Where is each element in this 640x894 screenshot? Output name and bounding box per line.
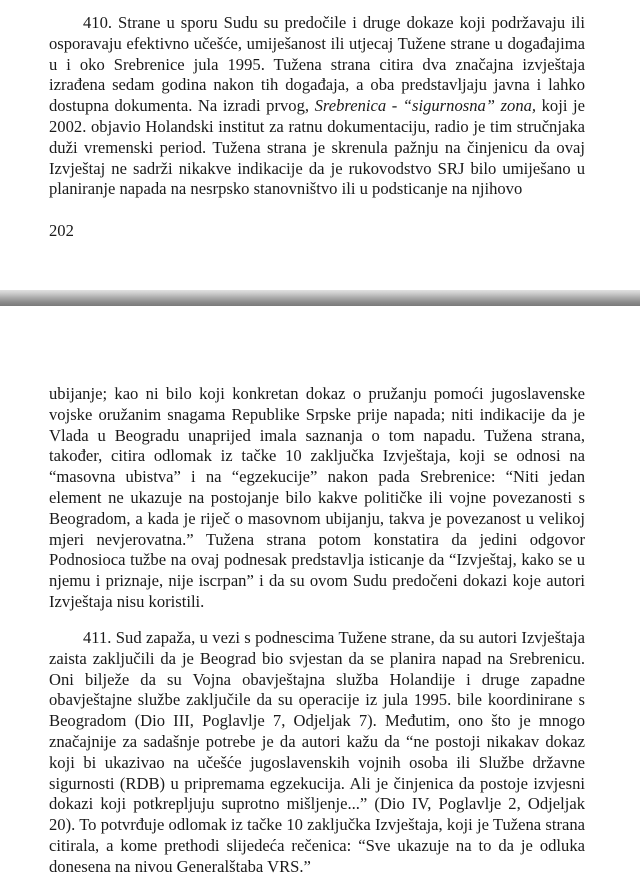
page-separator [0, 290, 640, 306]
paragraph-411: 411. Sud zapaža, u vezi s podnescima Tužene strane, da su autori Izvještaja zaista zaključili da je Beograd bio svjestan da se planira napad na Srebrenicu. Oni bilježe da su Vojna obavještajna služba Holandije i druge zapadne obavještajne službe zaključile da su operacije iz jula 1995. bile koordinirane s Beogradom (Dio III, Poglavlje 7, Odjeljak 7). Međutim, ono što je mnogo značajnije za sadašnje potrebe je da autori kažu da “ne postoji nikakav dokaz koji bi ukazivao na učešće jugoslavenskih vojnih osoba ili Službe državne sigurnosti (RDB) u pripremama egzekucija. Ali je činjenica da postoje izvjesni dokazi koji potkrepljuju suprotno mišljenje...” (Dio IV, Poglavlje 2, Odjeljak 20). To potvrđuje odlomak iz tačke 10 zaključka Izvještaja, koji je Tužena strana citirala, a kome prethodi slijedeća rečenica: “Sve ukazuje na to da je odluka donesena na nivou Generalštaba VRS.” [49, 628, 585, 876]
paragraph-410-text-a: 410. Strane u sporu Sudu su predočile i druge dokaze koji podržavaju ili osporavaju efektivno učešće, umiješanost ili utjecaj Tužene strane u događajima u i oko Srebrenice jula 1995. Tužena strana citira dva značajna izvještaja izrađena sedam godina nakon tih događaja, a oba predstavljaju javna i lahko dostupna dokumenta. Na izradi prvog, [49, 13, 585, 116]
report-title-italic: Srebrenica - “sigurnosna” zona, [314, 96, 537, 116]
paragraph-410-continuation: ubijanje; kao ni bilo koji konkretan dokaz o pružanju pomoći jugoslavenske vojske oružanim snagama Republike Srpske prije napada; niti indikacije da je Vlada u Beogradu unaprijed imala saznanja o tom napadu. Tužena strana, također, citira odlomak iz tačke 10 zaključka Izvještaja, koji se odnosi na “masovna ubistva” i na “egzekucije” nakon pada Srebrenice: “Niti jedan element ne ukazuje na postojanje bilo kakve političke ili vojne povezanosti s Beogradom, a kada je riječ o masovnom ubijanju, takva je povezanost u velikoj mjeri nevjerovatna.” Tužena strana potom konstatira da jedini odgovor Podnosioca tužbe na ovaj podnesak predstavlja isticanje da “Izvještaj, kako se u njemu i priznaje, nije iscrpan” i da su ovom Sudu predočeni dokazi koje autori Izvještaja nisu koristili. [49, 384, 585, 611]
paragraph-410-text-b: koji je 2002. objavio Holandski institut za ratnu dokumentaciju, radio je tim stručnjaka duži vremenski period. Tužena strana je skrenula pažnju na činjenicu da ovaj Izvještaj ne sadrži nikakve indikacije da je rukovodstvo SRJ bilo umiješano u planiranje napada na nesrpsko stanovništvo ili u podsticanje na njihovo [49, 96, 585, 199]
paragraph-410 [49, 13, 585, 200]
page-top [0, 0, 640, 290]
page-number: 202 [49, 221, 74, 240]
